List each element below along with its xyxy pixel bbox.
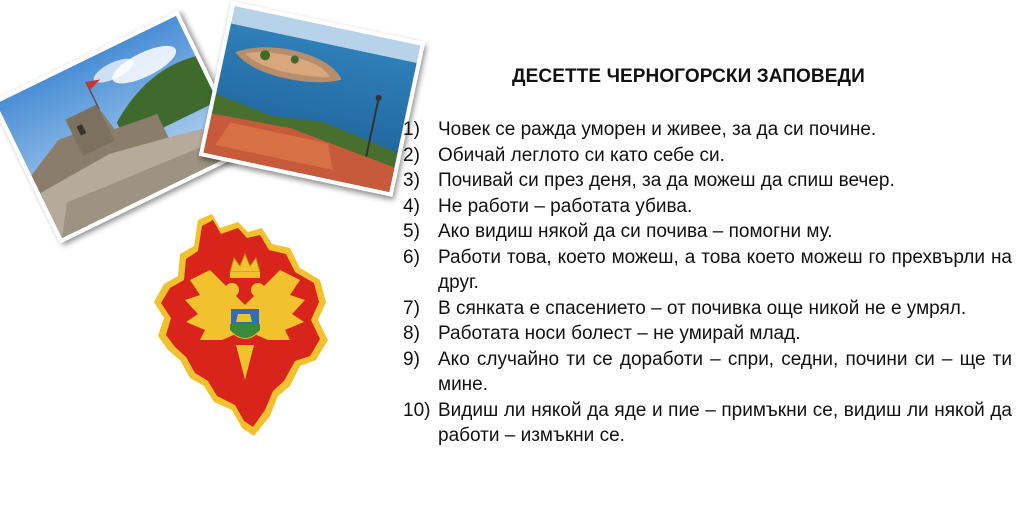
- item-text: Обичай леглото си като себе си.: [438, 144, 725, 166]
- item-text: Работи това, което можеш, а това което можеш го прехвърли на друг.: [438, 246, 1012, 293]
- item-text: Не работи – работата убива.: [438, 195, 693, 217]
- list-item: [403, 296, 1012, 322]
- page-title: ДЕСЕТТЕ ЧЕРНОГОРСКИ ЗАПОВЕДИ: [512, 66, 865, 87]
- item-number: 7): [403, 297, 420, 319]
- item-number: 3): [403, 170, 420, 191]
- item-text: Почивай си през деня, за да можеш да спиш вечер.: [438, 170, 895, 191]
- montenegro-flag-map: [150, 210, 340, 440]
- item-number: 6): [403, 246, 420, 268]
- island-photo: [199, 1, 426, 197]
- list-item: [403, 321, 1012, 347]
- list-item: [403, 194, 1012, 220]
- item-text: Човек се ражда уморен и живее, за да си почине.: [438, 119, 877, 140]
- item-number: 9): [403, 348, 420, 370]
- item-text: Ако видиш някой да си почива – помогни му.: [438, 221, 833, 242]
- item-number: 2): [403, 144, 420, 166]
- list-item: [403, 398, 1012, 449]
- commandments-list: [403, 117, 1012, 449]
- item-number: 10): [403, 399, 431, 421]
- item-number: 8): [403, 323, 420, 344]
- list-item: [403, 347, 1012, 398]
- item-text: Работата носи болест – не умирай млад.: [438, 323, 801, 344]
- item-text: В сянката е спасението – от почивка още никой не е умрял.: [438, 297, 967, 319]
- item-text: Ако случайно ти се доработи – спри, седни, почини си – ще ти мине.: [438, 348, 1012, 395]
- item-number: 1): [403, 119, 420, 140]
- list-item: [403, 117, 1012, 143]
- coat-of-arms-map-image: [150, 210, 340, 440]
- item-number: 4): [403, 195, 420, 217]
- list-item: [403, 219, 1012, 245]
- island-image: [203, 6, 420, 192]
- list-item: [403, 245, 1012, 296]
- list-item: [403, 168, 1012, 194]
- item-text: Видиш ли някой да яде и пие – примъкни се, видиш ли някой да работи – измъкни се.: [438, 399, 1012, 446]
- item-number: 5): [403, 221, 420, 242]
- list-item: [403, 143, 1012, 169]
